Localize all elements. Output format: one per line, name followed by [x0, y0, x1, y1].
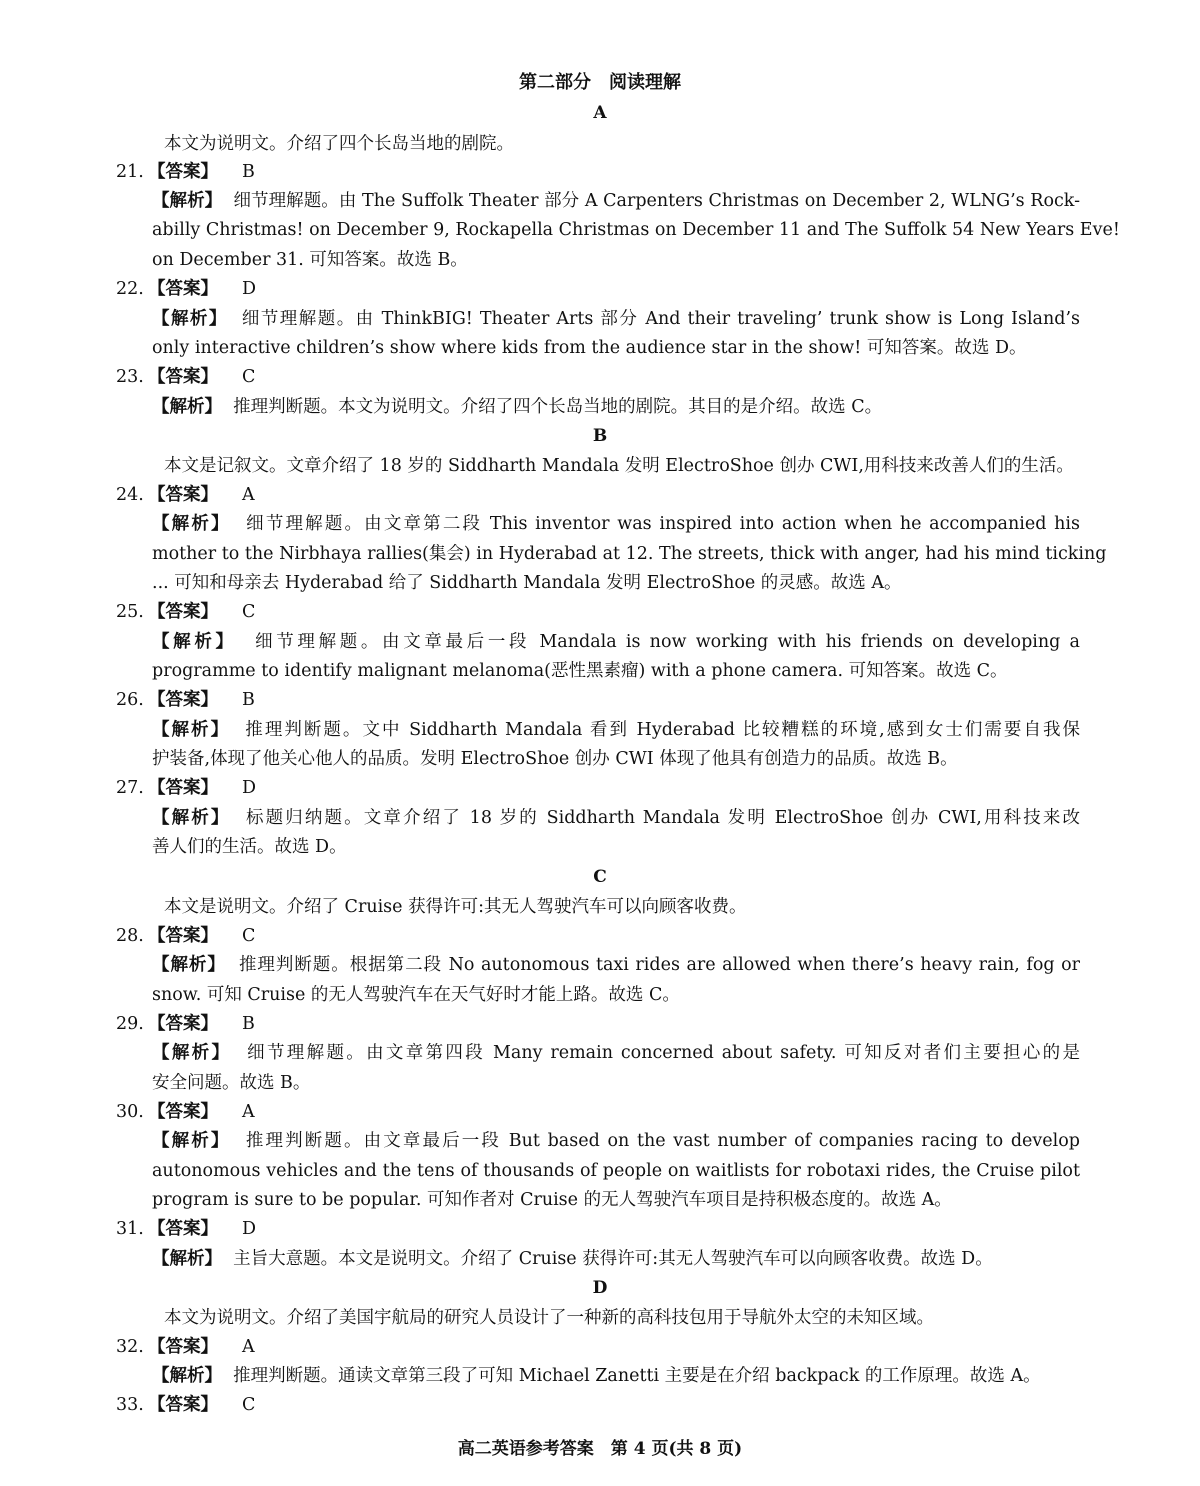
- section-c-label: C: [593, 867, 607, 887]
- part-title: 第二部分 阅读理解: [519, 72, 681, 93]
- section-b-intro: 本文是记叙文。文章介绍了 18 岁的 Siddharth Mandala 发明 ElectroShoe 创办 CWI,用科技来改善人们的生活。: [164, 456, 1074, 476]
- section-b-label: B: [592, 426, 608, 446]
- answer-letter: C: [242, 1395, 256, 1415]
- analysis-text: 标题归纳题。文章介绍了 18 岁的 Siddharth Mandala 发明 ElectroShoe 创办 CWI,用科技来改: [245, 808, 1080, 828]
- question-number: 28.: [116, 926, 144, 946]
- answer-letter: B: [242, 1014, 255, 1034]
- analysis-text: 推理判断题。通读文章第三段了可知 Michael Zanetti 主要是在介绍 backpack 的工作原理。故选 A。: [233, 1366, 1041, 1386]
- section-d-label: D: [592, 1278, 608, 1298]
- answer-tag: 【答案】: [148, 1395, 218, 1415]
- answer-tag: 【答案】: [148, 367, 218, 387]
- answer-letter: D: [242, 1219, 257, 1239]
- analysis-tag: 【解析】: [152, 720, 231, 740]
- analysis-tag: 【解析】: [152, 955, 226, 975]
- answer-letter: A: [242, 1102, 255, 1122]
- section-a-intro: 本文为说明文。介绍了四个长岛当地的剧院。: [164, 134, 514, 154]
- analysis-text: 主旨大意题。本文是说明文。介绍了 Cruise 获得许可:其无人驾驶汽车可以向顾客收费。故选 D。: [233, 1249, 993, 1269]
- analysis-tag: 【解析】: [152, 808, 231, 828]
- question-number: 29.: [116, 1014, 144, 1034]
- answer-tag: 【答案】: [148, 602, 218, 622]
- question-number: 33.: [116, 1395, 144, 1415]
- section-a-label: A: [593, 103, 607, 123]
- question-number: 25.: [116, 602, 144, 622]
- analysis-text: ... 可知和母亲去 Hyderabad 给了 Siddharth Mandala 发明 ElectroShoe 的灵感。故选 A。: [152, 573, 902, 593]
- analysis-tag: 【解析】: [152, 514, 231, 534]
- analysis-tag: 【解析】: [152, 191, 223, 211]
- analysis-tag: 【解析】: [152, 1043, 232, 1063]
- analysis-tag: 【解析】: [152, 1131, 231, 1151]
- analysis-tag: 【解析】: [152, 397, 222, 417]
- analysis-text: autonomous vehicles and the tens of thousands of people on waitlists for robotaxi rides, the Cruise pilot: [152, 1161, 1080, 1181]
- answer-tag: 【答案】: [148, 162, 218, 182]
- analysis-tag: 【解析】: [152, 632, 237, 652]
- answer-letter: D: [242, 279, 257, 299]
- answer-tag: 【答案】: [148, 926, 218, 946]
- analysis-text: 细节理解题。由 The Suffolk Theater 部分 A Carpenters Christmas on December 2, WLNG’s Rock-: [233, 191, 1080, 211]
- answer-tag: 【答案】: [148, 778, 218, 798]
- answer-letter: A: [242, 485, 255, 505]
- analysis-text: 细节理解题。由 ThinkBIG! Theater Arts 部分 And their traveling’ trunk show is Long Island’s: [241, 309, 1080, 329]
- question-number: 26.: [116, 690, 144, 710]
- answer-tag: 【答案】: [148, 690, 218, 710]
- analysis-text: snow. 可知 Cruise 的无人驾驶汽车在天气好时才能上路。故选 C。: [152, 985, 680, 1005]
- answer-letter: C: [242, 602, 256, 622]
- analysis-text: program is sure to be popular. 可知作者对 Cruise 的无人驾驶汽车项目是持积极态度的。故选 A。: [152, 1190, 952, 1210]
- answer-letter: C: [242, 926, 256, 946]
- answer-tag: 【答案】: [148, 1102, 218, 1122]
- section-d-intro: 本文为说明文。介绍了美国宇航局的研究人员设计了一种新的高科技包用于导航外太空的未知区域。: [164, 1308, 934, 1328]
- answer-tag: 【答案】: [148, 485, 218, 505]
- answer-tag: 【答案】: [148, 279, 218, 299]
- analysis-text: 推理判断题。本文为说明文。介绍了四个长岛当地的剧院。其目的是介绍。故选 C。: [233, 397, 883, 417]
- question-number: 24.: [116, 485, 144, 505]
- question-number: 21.: [116, 162, 144, 182]
- analysis-text: abilly Christmas! on December 9, Rockapella Christmas on December 11 and The Suffolk 54 New Years Eve!: [152, 220, 1120, 240]
- answer-letter: C: [242, 367, 256, 387]
- question-number: 32.: [116, 1337, 144, 1357]
- answer-letter: B: [242, 162, 255, 182]
- analysis-text: only interactive children’s show where kids from the audience star in the show! 可知答案。故选 D。: [152, 338, 1027, 358]
- analysis-tag: 【解析】: [152, 1366, 222, 1386]
- question-number: 27.: [116, 778, 144, 798]
- analysis-text: 善人们的生活。故选 D。: [152, 837, 347, 857]
- analysis-text: programme to identify malignant melanoma(恶性黑素瘤) with a phone camera. 可知答案。故选 C。: [152, 661, 1008, 681]
- question-number: 30.: [116, 1102, 144, 1122]
- analysis-text: 护装备,体现了他关心他人的品质。发明 ElectroShoe 创办 CWI 体现了他具有创造力的品质。故选 B。: [152, 749, 958, 769]
- section-c-intro: 本文是说明文。介绍了 Cruise 获得许可:其无人驾驶汽车可以向顾客收费。: [164, 897, 747, 917]
- analysis-tag: 【解析】: [152, 1249, 222, 1269]
- answer-letter: B: [242, 690, 255, 710]
- page-footer: 高二英语参考答案 第 4 页(共 8 页): [457, 1439, 743, 1459]
- answer-letter: A: [242, 1337, 255, 1357]
- analysis-text: on December 31. 可知答案。故选 B。: [152, 250, 468, 270]
- analysis-text: 推理判断题。文中 Siddharth Mandala 看到 Hyderabad 比较糟糕的环境,感到女士们需要自我保: [245, 720, 1080, 740]
- analysis-text: 细节理解题。由文章第二段 This inventor was inspired into action when he accompanied his: [246, 514, 1080, 534]
- analysis-text: 安全问题。故选 B。: [152, 1073, 311, 1093]
- analysis-text: 推理判断题。由文章最后一段 But based on the vast number of companies racing to develop: [245, 1131, 1080, 1151]
- analysis-text: 细节理解题。由文章最后一段 Mandala is now working with his friends on developing a: [255, 632, 1080, 652]
- question-number: 22.: [116, 279, 144, 299]
- analysis-text: mother to the Nirbhaya rallies(集会) in Hyderabad at 12. The streets, thick with anger, had his mind ticking: [152, 544, 1107, 564]
- answer-tag: 【答案】: [148, 1337, 218, 1357]
- question-number: 23.: [116, 367, 144, 387]
- analysis-text: 细节理解题。由文章第四段 Many remain concerned about safety. 可知反对者们主要担心的是: [247, 1043, 1081, 1063]
- question-number: 31.: [116, 1219, 144, 1239]
- answer-tag: 【答案】: [148, 1014, 218, 1034]
- analysis-tag: 【解析】: [152, 309, 228, 329]
- analysis-text: 推理判断题。根据第二段 No autonomous taxi rides are allowed when there’s heavy rain, fog or: [238, 955, 1080, 975]
- answer-letter: D: [242, 778, 257, 798]
- answer-tag: 【答案】: [148, 1219, 218, 1239]
